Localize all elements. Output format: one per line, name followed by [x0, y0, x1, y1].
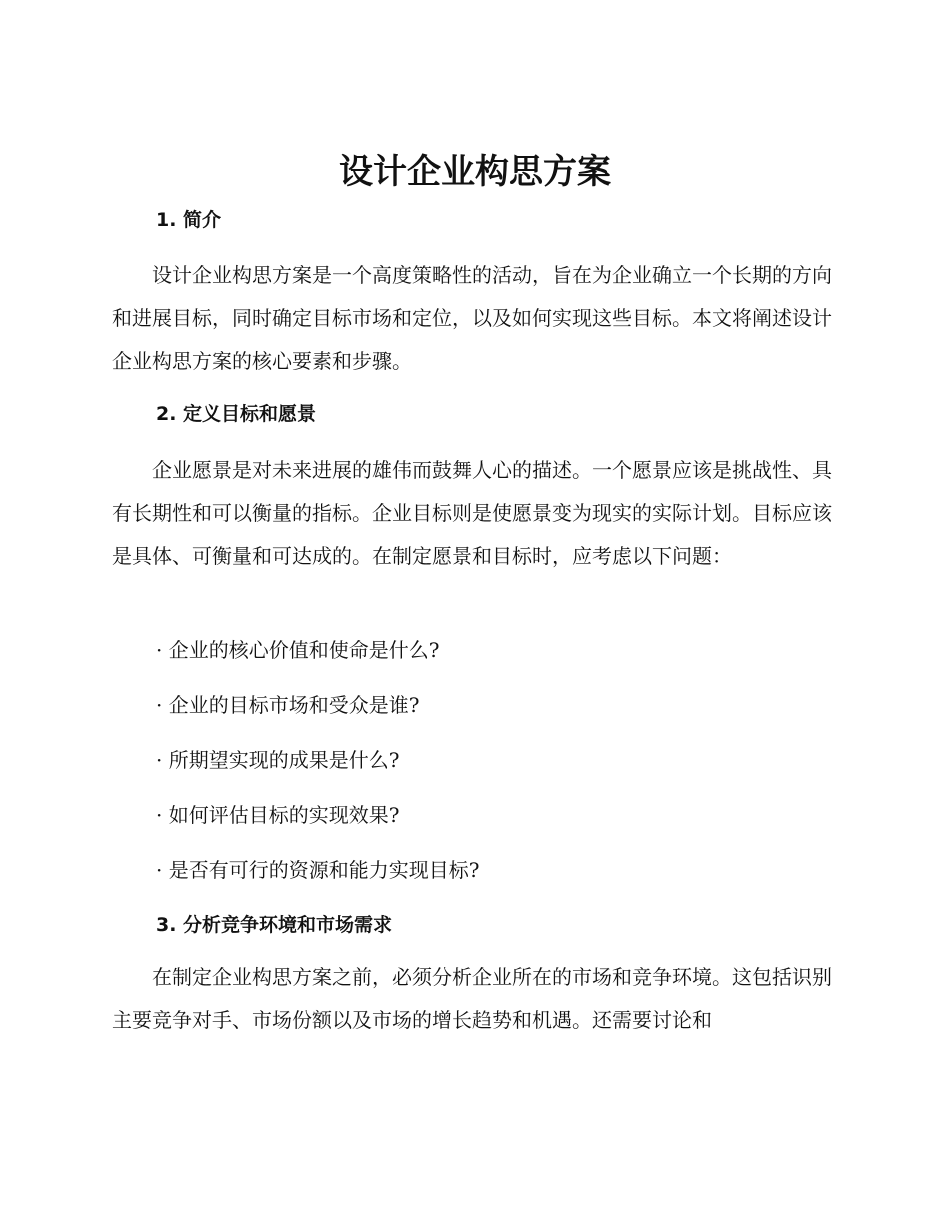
section-heading-goals: 2. 定义目标和愿景 — [156, 403, 317, 425]
list-item: · 如何评估目标的实现效果? — [156, 803, 400, 827]
section-heading-competition: 3. 分析竞争环境和市场需求 — [156, 914, 393, 936]
list-item: · 所期望实现的成果是什么? — [156, 748, 400, 772]
section-heading-intro: 1. 简介 — [156, 209, 222, 231]
list-item: · 是否有可行的资源和能力实现目标? — [156, 858, 480, 882]
list-item: · 企业的目标市场和受众是谁? — [156, 693, 420, 717]
section-paragraph-competition: 在制定企业构思方案之前，必须分析企业所在的市场和竞争环境。这包括识别主要竞争对手、市场份额以及市场的增长趋势和机遇。还需要讨论和 — [112, 965, 832, 1032]
document-title: 设计企业构思方案 — [339, 152, 611, 192]
section-paragraph-goals: 企业愿景是对未来进展的雄伟而鼓舞人心的描述。一个愿景应该是挑战性、具有长期性和可以衡量的指标。企业目标则是使愿景变为现实的实际计划。目标应该是具体、可衡量和可达成的。在制定愿景和目标时，应考虑以下问题： — [112, 458, 832, 568]
section-paragraph-intro: 设计企业构思方案是一个高度策略性的活动，旨在为企业确立一个长期的方向和进展目标，同时确定目标市场和定位，以及如何实现这些目标。本文将阐述设计企业构思方案的核心要素和步骤。 — [112, 263, 832, 373]
list-item: · 企业的核心价值和使命是什么? — [156, 638, 440, 662]
